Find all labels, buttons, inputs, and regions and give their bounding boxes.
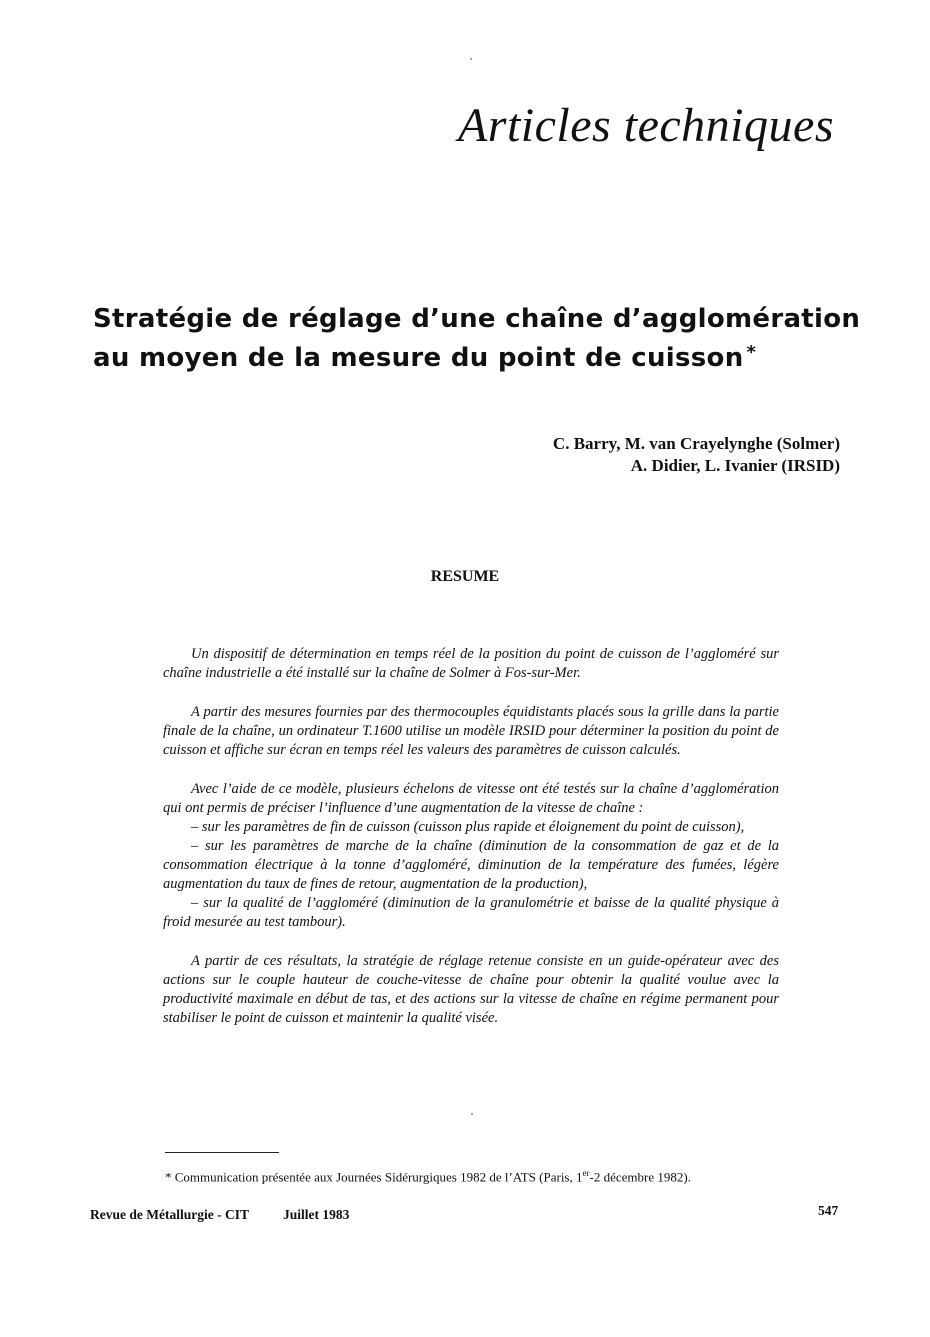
abstract-closing-paragraph: A partir de ces résultats, la stratégie de réglage retenue consiste en un guide-opérateur avec des actions sur le couple hauteur de couche-vitesse de chaîne pour obtenir la qualité voulue avec la productivité maximale en début de tas, et des actions sur la vitesse de chaîne en régime permanent pour stabiliser le point de cuisson et maintenir la qualité visée. <box>163 953 779 1026</box>
title-line-1: Stratégie de réglage d’une chaîne d’agglomération <box>93 304 861 334</box>
abstract-heading: RESUME <box>430 568 500 585</box>
section-header: Articles techniques <box>457 99 834 152</box>
speck-top <box>470 58 472 60</box>
footnote-superscript: er <box>582 1168 590 1178</box>
title-line-2 <box>93 336 853 375</box>
abstract-paragraph-3: Avec l’aide de ce modèle, plusieurs échelons de vitesse ont été testés sur la chaîne d’agglomération qui ont permis de préciser l’influence d’une augmentation de la vitesse de chaîne : <box>163 781 779 816</box>
footnote-text: * Communication présentée aux Journées Sidérurgiques 1982 de l’ATS (Paris, 1 <box>165 1169 583 1185</box>
title-line-2-text: au moyen de la mesure du point de cuisson <box>93 343 744 373</box>
article-title <box>93 302 861 375</box>
abstract-paragraph-2: A partir des mesures fournies par des thermocouples équidistants placés sous la grille dans la partie finale de la chaîne, un ordinateur T.1600 utilise un modèle IRSID pour déterminer la position du point de cuisson et affiche sur écran en temps réel les valeurs des paramètres de cuisson calculés. <box>163 704 779 758</box>
abstract-list-item-1: – sur les paramètres de fin de cuisson (cuisson plus rapide et éloignement du point de cuisson), <box>191 819 745 835</box>
abstract-list-item-2: – sur les paramètres de marche de la chaîne (diminution de la consommation de gaz et de la consommation électrique à la tonne d’aggloméré, diminution de la température des fumées, légère augmentation du taux de fines de retour, augmentation de la production), <box>163 838 779 892</box>
issue-date: Juillet 1983 <box>283 1207 350 1222</box>
authors-block <box>553 433 840 477</box>
abstract-list-item-3: – sur la qualité de l’aggloméré (diminution de la granulométrie et baisse de la qualité physique à froid mesurée au test tambour). <box>163 895 779 930</box>
footnote-rule <box>165 1152 279 1153</box>
title-footnote-mark: * <box>746 342 757 363</box>
authors-line-1: C. Barry, M. van Crayelynghe (Solmer) <box>552 434 840 453</box>
footnote-text-end: -2 décembre 1982). <box>589 1169 691 1185</box>
footnote <box>165 1168 691 1185</box>
journal-name: Revue de Métallurgie - CIT <box>90 1207 249 1222</box>
abstract-paragraph-1: Un dispositif de détermination en temps réel de la position du point de cuisson de l’aggloméré sur chaîne industrielle a été installé sur la chaîne de Solmer à Fos-sur-Mer. <box>163 646 779 681</box>
authors-line-2: A. Didier, L. Ivanier (IRSID) <box>630 456 840 475</box>
speck-bottom <box>471 1113 473 1115</box>
abstract-body <box>163 645 779 1048</box>
page-number: 547 <box>818 1203 839 1218</box>
